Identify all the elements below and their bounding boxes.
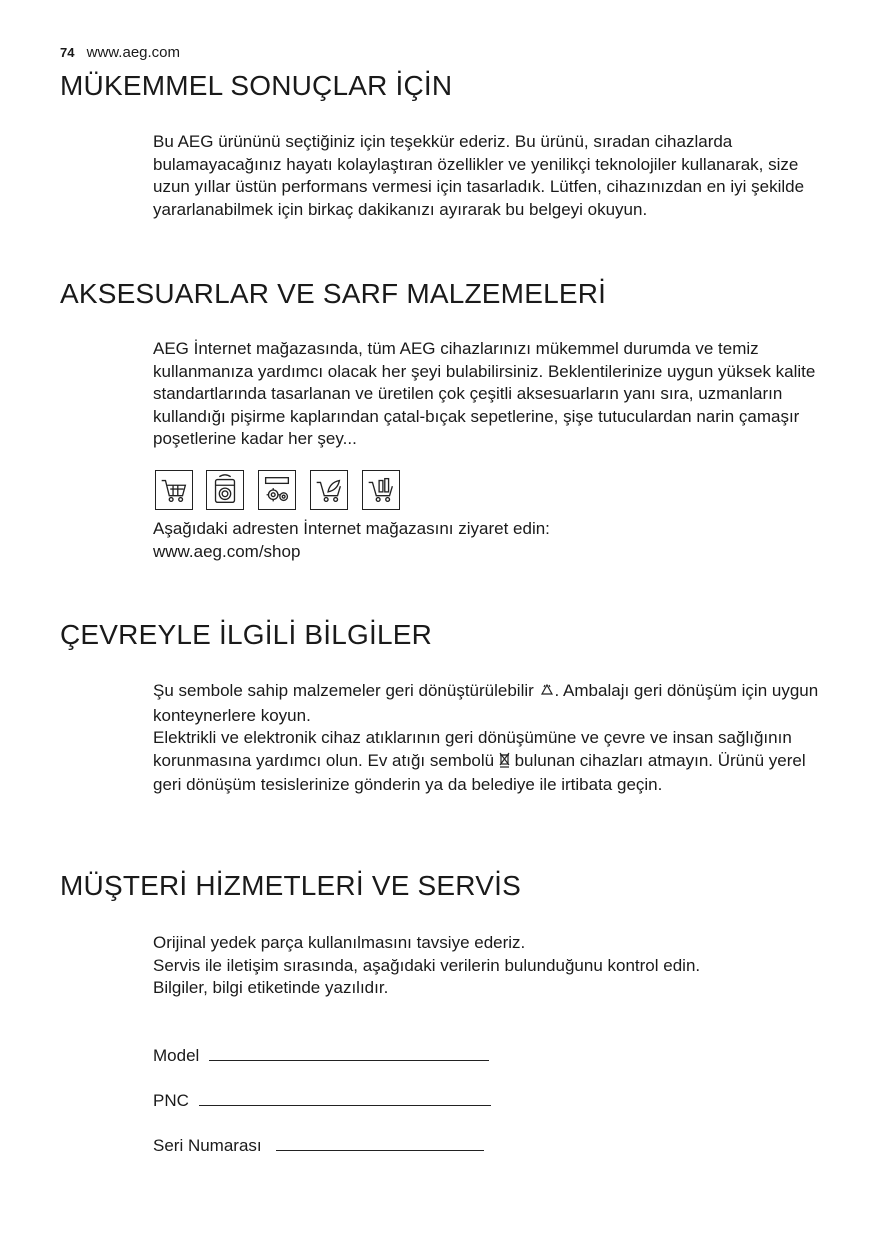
serial-number-blank[interactable] xyxy=(276,1134,484,1151)
service-line: Servis ile iletişim sırasında, aşağıdaki verilerin bulunduğunu kontrol edin. xyxy=(153,955,701,975)
section-title-environment: ÇEVREYLE İLGİLİ BİLGİLER xyxy=(60,619,433,650)
service-paragraph xyxy=(153,932,833,1000)
appliance-settings-icon xyxy=(258,470,296,510)
page-number: 74 xyxy=(60,45,75,60)
section-title-results: MÜKEMMEL SONUÇLAR İÇİN xyxy=(60,70,453,101)
serial-number-field[interactable] xyxy=(153,1134,484,1156)
shop-info xyxy=(153,518,833,563)
shopping-cart-icon xyxy=(155,470,193,510)
weee-text xyxy=(153,727,833,797)
model-label: Model xyxy=(153,1046,200,1065)
recycling-text-a: Şu sembole sahip malzemeler geri dönüştürülebilir xyxy=(153,681,534,700)
recycling-text-b: . Ambalajı geri dönüşüm için uygun konteynerlere koyun. xyxy=(153,681,819,725)
intro-paragraph xyxy=(153,131,833,221)
pnc-label: PNC xyxy=(153,1091,189,1110)
serial-number-label: Seri Numarası xyxy=(153,1136,262,1155)
model-blank[interactable] xyxy=(209,1044,489,1061)
section-title-service: MÜŞTERİ HİZMETLERİ VE SERVİS xyxy=(60,870,521,901)
shop-url-link[interactable]: www.aeg.com/shop xyxy=(153,541,301,561)
service-line: Bilgiler, bilgi etiketinde yazılıdır. xyxy=(153,978,389,997)
model-field[interactable] xyxy=(153,1044,489,1066)
pnc-blank[interactable] xyxy=(199,1089,491,1106)
pnc-field[interactable] xyxy=(153,1089,491,1111)
section-title-accessories: AKSESUARLAR VE SARF MALZEMELERİ xyxy=(60,278,607,309)
recycle-icon xyxy=(539,682,555,705)
recycling-text xyxy=(153,680,833,727)
page-header xyxy=(60,44,180,61)
cart-bottles-icon xyxy=(362,470,400,510)
cart-leaf-icon xyxy=(310,470,348,510)
shop-instruction: Aşağıdaki adresten İnternet mağazasını ziyaret edin: xyxy=(153,519,550,538)
crossed-bin-icon xyxy=(499,752,510,775)
washing-machine-icon xyxy=(206,470,244,510)
accessories-paragraph xyxy=(153,338,833,451)
service-line: Orijinal yedek parça kullanılmasını tavsiye ederiz. xyxy=(153,933,526,952)
weee-text-a: Elektrikli ve elektronik cihaz atıklarının geri dönüşümüne ve çevre ve insan sağlığının korunmasına yardımcı olun. Ev atığı sembolü xyxy=(153,728,792,770)
website-link[interactable]: www.aeg.com xyxy=(86,44,181,61)
weee-text-b: bulunan cihazları atmayın. Ürünü yerel geri dönüşüm tesislerinize gönderin ya da belediye ile irtibata geçin. xyxy=(153,750,806,794)
accessories-text: AEG İnternet mağazasında, tüm AEG cihazlarınızı mükemmel durumda ve temiz kullanmanıza yardımcı olacak her şeyi bulabilirsiniz. Beklentilerinize uygun yüksek kalite standartlarında tasarlanan ve üretilen çok çeşitli aksesuarların yanı sıra, uzmanların kullandığı pişirme kaplarından çatal-bıçak sepetlerine, şişe tutuculardan narin çamaşır poşetlerine kadar her şey... xyxy=(153,339,816,448)
environment-paragraph xyxy=(153,680,833,797)
intro-text: Bu AEG ürününü seçtiğiniz için teşekkür ederiz. Bu ürünü, sıradan cihazlarda bulamayacağınız hayatı kolaylaştıran özellikler ve yenilikçi teknolojiler kullanarak, size uzun yıllar üstün performans vermesi için tasarladık. Lütfen, cihazınızdan en iyi şekilde yararlanabilmek için birkaç dakikanızı ayırarak bu belgeyi okuyun. xyxy=(153,132,805,219)
